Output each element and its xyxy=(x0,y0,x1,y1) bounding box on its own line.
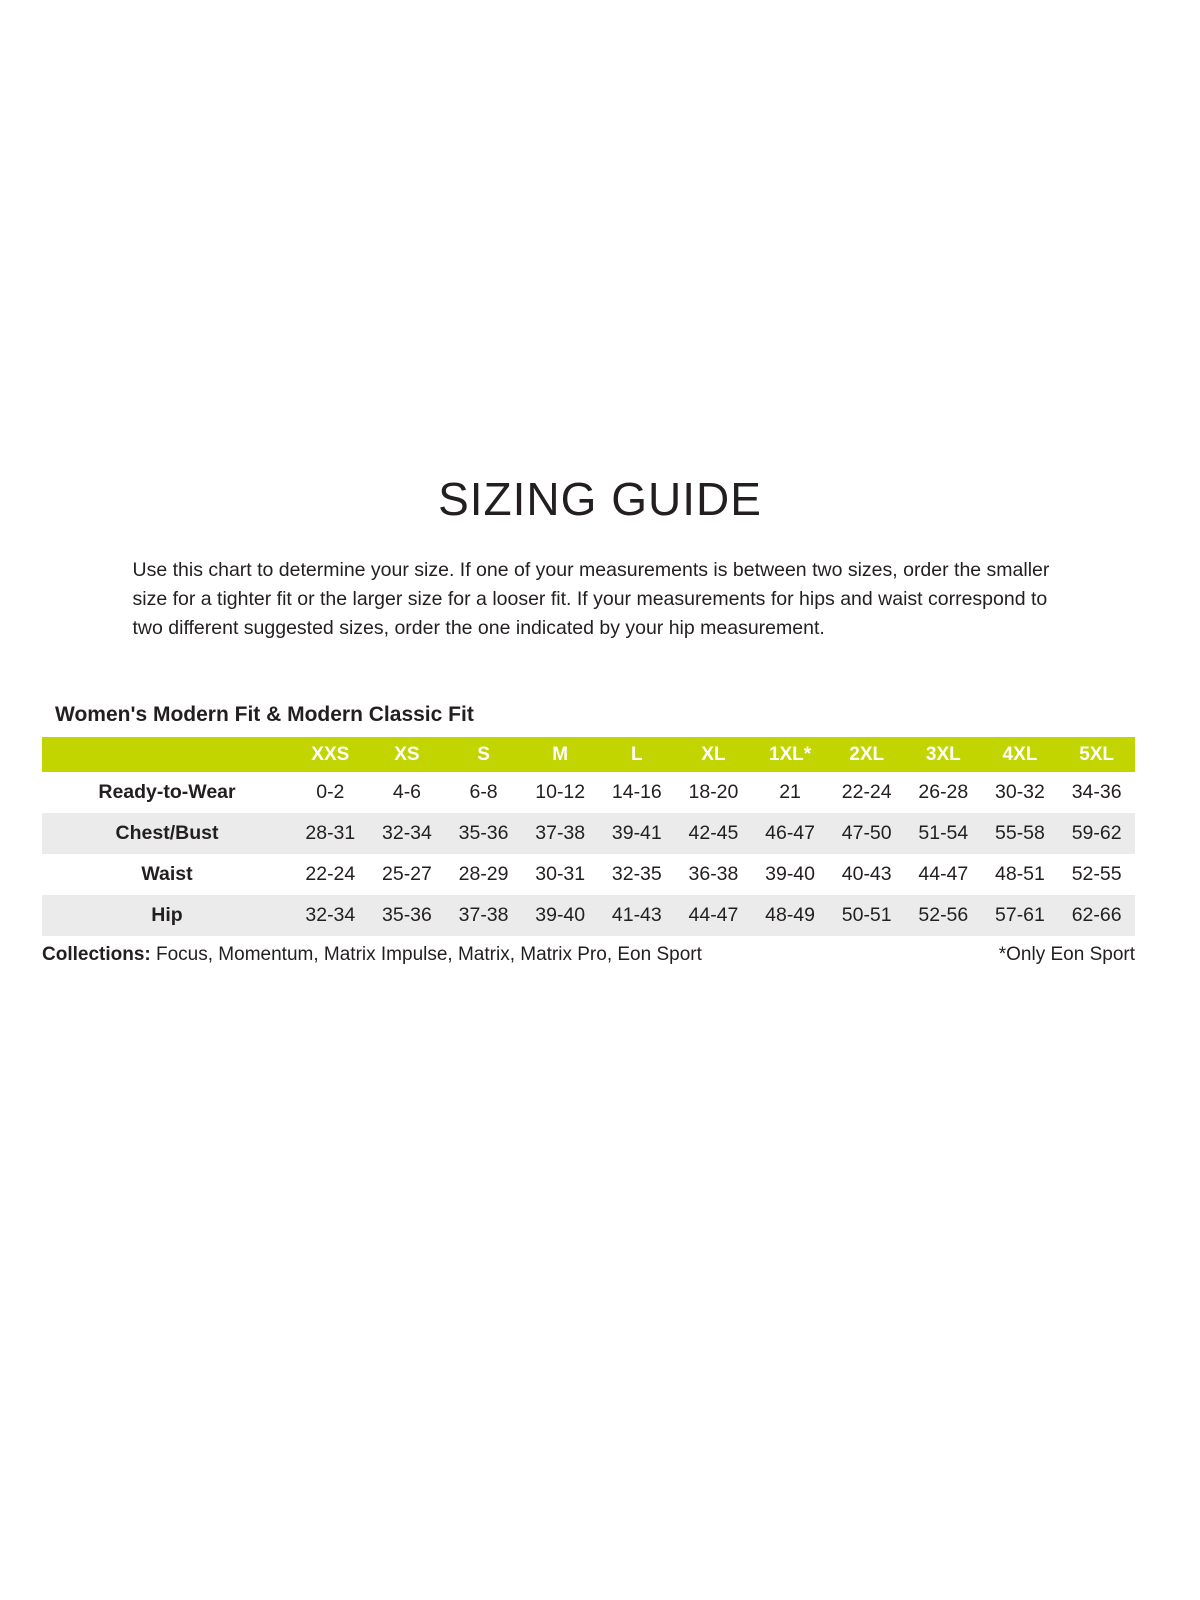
size-cell: 0-2 xyxy=(316,781,345,803)
size-cell: 10-12 xyxy=(535,781,586,803)
size-cell: 30-31 xyxy=(535,863,586,885)
size-cell: 26-28 xyxy=(918,781,969,803)
size-cell: 30-32 xyxy=(995,781,1045,803)
size-cell: 22-24 xyxy=(305,863,356,885)
size-cell: 57-61 xyxy=(995,904,1045,926)
size-cell: 46-47 xyxy=(765,822,815,844)
size-cell: 32-35 xyxy=(611,863,662,885)
size-cell: 37-38 xyxy=(535,822,586,844)
collections-note xyxy=(42,944,702,966)
corner-cell xyxy=(42,737,292,772)
section-heading: Women's Modern Fit & Modern Classic Fit xyxy=(55,703,474,726)
size-cell: 21 xyxy=(779,781,801,803)
size-column-header: 3XL xyxy=(905,737,982,772)
size-cell: 51-54 xyxy=(918,822,969,844)
size-cell: 48-49 xyxy=(765,904,815,926)
size-column-header: XXS xyxy=(292,737,369,772)
size-cell: 36-38 xyxy=(688,863,739,885)
size-cell: 32-34 xyxy=(305,904,356,926)
collections-list: Focus, Momentum, Matrix Impulse, Matrix, Matrix Pro, Eon Sport xyxy=(150,944,702,965)
size-cell: 52-55 xyxy=(1071,863,1122,885)
size-header-row xyxy=(42,737,1135,772)
table-row xyxy=(42,772,1135,813)
size-cell: 62-66 xyxy=(1071,904,1122,926)
size-cell: 22-24 xyxy=(841,781,892,803)
size-cell: 39-41 xyxy=(611,822,662,844)
size-cell: 4-6 xyxy=(392,781,422,803)
size-cell: 35-36 xyxy=(458,822,509,844)
table-row xyxy=(42,813,1135,854)
size-cell: 6-8 xyxy=(469,781,498,803)
row-label: Waist xyxy=(141,863,193,885)
collections-label: Collections: xyxy=(42,944,151,965)
size-column-header: 5XL xyxy=(1058,737,1135,772)
size-cell: 32-34 xyxy=(382,822,432,844)
size-cell: 44-47 xyxy=(688,904,739,926)
size-cell: 39-40 xyxy=(535,904,586,926)
size-cell: 47-50 xyxy=(841,822,892,844)
size-column-header: L xyxy=(599,737,676,772)
size-column-header: S xyxy=(445,737,522,772)
size-cell: 37-38 xyxy=(458,904,509,926)
size-cell: 34-36 xyxy=(1071,781,1122,803)
page-title: SIZING GUIDE xyxy=(438,473,762,525)
intro-paragraph: Use this chart to determine your size. If one of your measurements is between two sizes, order the smaller size for a tighter fit or the larger size for a looser fit. If your measurements for hips and waist correspond to two different suggested sizes, order the one indicated by your hip measurement. xyxy=(132,559,1050,639)
size-cell: 59-62 xyxy=(1071,822,1122,844)
size-cell: 28-31 xyxy=(305,822,356,844)
table-footer xyxy=(42,944,1135,966)
size-column-header: 4XL xyxy=(982,737,1059,772)
sizing-table xyxy=(42,737,1135,936)
row-label: Ready-to-Wear xyxy=(98,781,236,803)
size-cell: 52-56 xyxy=(918,904,969,926)
size-column-header: M xyxy=(522,737,599,772)
table-row xyxy=(42,895,1135,936)
footnote: *Only Eon Sport xyxy=(998,944,1135,965)
size-column-header: 2XL xyxy=(828,737,905,772)
row-label: Chest/Bust xyxy=(115,822,219,844)
size-cell: 42-45 xyxy=(688,822,739,844)
size-cell: 25-27 xyxy=(382,863,432,885)
size-cell: 40-43 xyxy=(841,863,892,885)
size-cell: 39-40 xyxy=(765,863,815,885)
size-column-header: XL xyxy=(675,737,752,772)
size-cell: 28-29 xyxy=(458,863,509,885)
row-label: Hip xyxy=(151,904,183,926)
size-column-header: XS xyxy=(369,737,446,772)
size-cell: 44-47 xyxy=(918,863,969,885)
table-row xyxy=(42,854,1135,895)
size-cell: 14-16 xyxy=(611,781,662,803)
size-cell: 35-36 xyxy=(382,904,432,926)
size-cell: 41-43 xyxy=(611,904,662,926)
size-cell: 18-20 xyxy=(688,781,739,803)
size-cell: 55-58 xyxy=(995,822,1045,844)
size-cell: 50-51 xyxy=(841,904,892,926)
size-column-header: 1XL* xyxy=(752,737,829,772)
size-cell: 48-51 xyxy=(995,863,1045,885)
